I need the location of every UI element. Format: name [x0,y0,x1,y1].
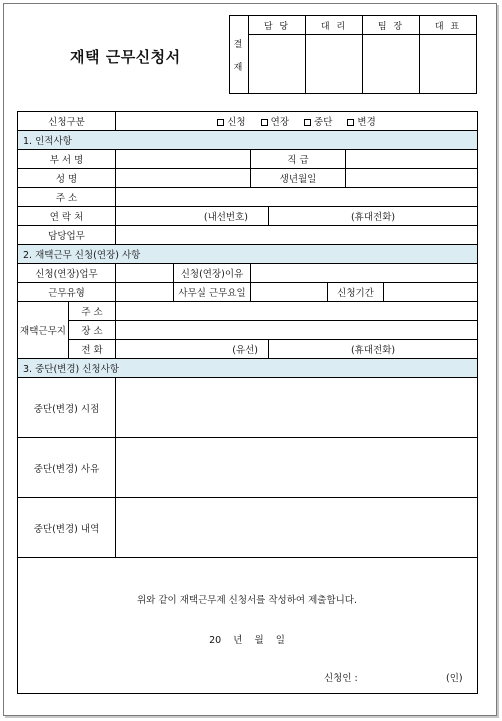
task-label: 신청(연장)업무 [18,264,116,283]
place-label: 재택근무지 [18,302,69,359]
office-day-field[interactable] [251,283,328,302]
approval-sign-ceo[interactable] [420,35,477,94]
checkbox-icon[interactable] [347,119,354,126]
approval-sign-team-lead[interactable] [363,35,420,94]
period-field[interactable] [384,283,478,302]
reason-field[interactable] [251,264,478,283]
approval-header-ceo: 대 표 [420,16,477,35]
name-field[interactable] [116,169,251,188]
mobile-field[interactable]: (휴대전화) [269,207,478,226]
dept-field[interactable] [116,150,251,169]
option-change[interactable]: 변경 [347,114,375,128]
period-label: 신청기간 [328,283,384,302]
declaration-statement: 위와 같이 재택근무제 신청서를 작성하여 제출합니다. [136,595,357,606]
birth-label: 생년월일 [251,169,346,188]
application-type-options [116,112,478,131]
approval-box [229,15,477,94]
stop-reason-field[interactable] [116,438,478,498]
declaration-date[interactable]: 20 년 월 일 [209,635,285,646]
checkbox-icon[interactable] [304,119,311,126]
approval-header-staff: 담 당 [249,16,306,35]
rank-label: 직 급 [251,150,346,169]
office-day-label: 사무실 근무요일 [174,283,251,302]
place-mobile-field[interactable]: (휴대전화) [269,340,478,359]
place-site-field[interactable] [116,321,478,340]
duty-field[interactable] [116,226,478,245]
approval-sign-staff[interactable] [249,35,306,94]
option-apply[interactable]: 신청 [217,114,245,128]
checkbox-icon[interactable] [217,119,224,126]
stop-date-field[interactable] [116,378,478,438]
dept-label: 부 서 명 [18,150,116,169]
name-label: 성 명 [18,169,116,188]
extension-field[interactable]: (내선번호) [116,207,269,226]
place-address-field[interactable] [116,302,478,321]
stop-detail-label: 중단(변경) 내역 [18,498,116,558]
reason-label: 신청(연장)이유 [174,264,251,283]
work-type-label: 근무유형 [18,283,116,302]
stop-reason-label: 중단(변경) 사유 [18,438,116,498]
place-address-label: 주 소 [69,302,116,321]
contact-label: 연 락 처 [18,207,116,226]
approval-header-team-lead: 팀 장 [363,16,420,35]
rank-field[interactable] [346,150,478,169]
section3-heading: 3. 중단(변경) 신청사항 [18,359,478,378]
birth-field[interactable] [346,169,478,188]
landline-field[interactable]: (유선) [116,340,269,359]
work-type-field[interactable] [116,283,174,302]
stop-detail-field[interactable] [116,498,478,558]
checkbox-icon[interactable] [261,119,268,126]
section2-heading: 2. 재택근무 신청(연장) 사항 [18,245,478,264]
application-form-table [17,111,478,694]
task-field[interactable] [116,264,174,283]
duty-label: 담당업무 [18,226,116,245]
address-field[interactable] [116,188,478,207]
place-phone-label: 전 화 [69,340,116,359]
declaration-area [18,558,478,694]
approval-header-deputy: 대 리 [306,16,363,35]
approval-sign-deputy[interactable] [306,35,363,94]
place-site-label: 장 소 [69,321,116,340]
application-type-label: 신청구분 [18,112,116,131]
form-title: 재택 근무신청서 [70,48,181,66]
approval-label: 결 재 [230,16,249,94]
address-label: 주 소 [18,188,116,207]
seal-mark[interactable]: (인) [446,673,463,684]
stop-date-label: 중단(변경) 시점 [18,378,116,438]
option-stop[interactable]: 중단 [304,114,332,128]
applicant-label: 신청인 : [324,673,358,684]
option-extend[interactable]: 연장 [261,114,289,128]
section1-heading: 1. 인적사항 [18,131,478,150]
